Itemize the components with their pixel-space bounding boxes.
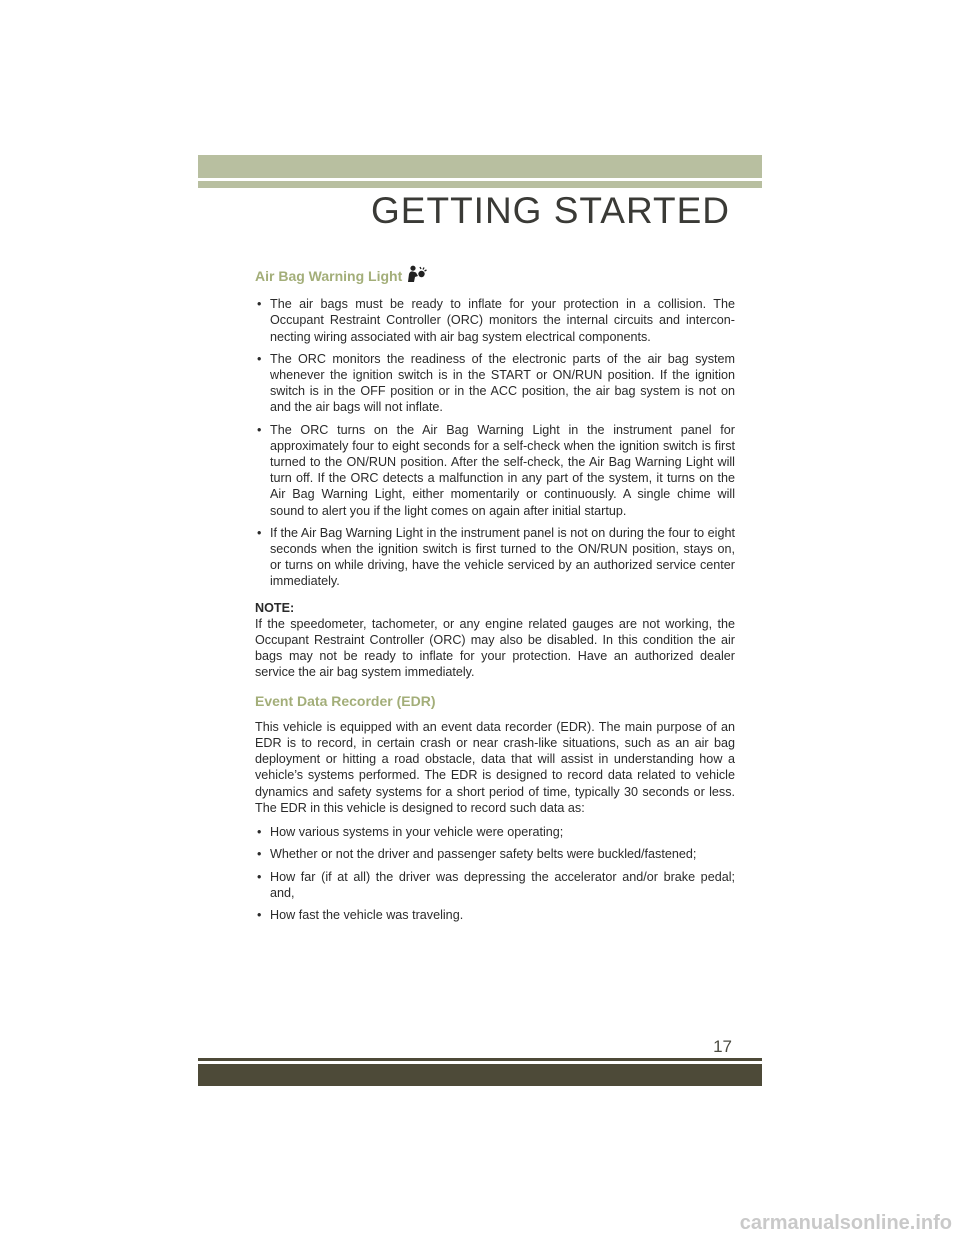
edr-heading: Event Data Recorder (EDR) [255, 692, 436, 709]
page-content [255, 265, 735, 929]
list-item: • How far (if at all) the driver was depressing the accelerator and/or brake pedal; and, [257, 869, 735, 900]
airbag-bullet-list [255, 296, 735, 589]
footer-band [198, 1064, 762, 1086]
list-item: • The ORC monitors the readiness of the electronic parts of the air bag system whenever the ignition switch is in the START or ON/RUN position. If the ignition switch is in the OFF position or in the ACC position, the air bag system is not on and the air bags will not inflate. [257, 351, 735, 415]
airbag-heading-text: Air Bag Warning Light [255, 267, 403, 284]
edr-intro: This vehicle is equipped with an event data recorder (EDR). The main purpose of an EDR is to record, in certain crash or near crash-like situations, such as an air bag deployment or hitting a road obstacle, data that will assist in understanding how a vehicle’s systems performed. The EDR is designed to record data related to vehicle dynamics and safety systems for a short period of time, typically 30 seconds or less. The EDR in this vehicle is designed to record such data as: [255, 719, 735, 815]
section-title: GETTING STARTED [371, 190, 730, 231]
list-item: • The ORC turns on the Air Bag Warning Light in the instrument panel for approximately four to eight seconds for a self-check when the ignition switch is first turned to the ON/RUN position. After the self-check, the Air Bag Warning Light will turn off. If the ORC detects a malfunction in any part of the system, it turns on the Air Bag Warning Light, either momentarily or continuously. A single chime will sound to alert you if the light comes on again after initial startup. [257, 422, 735, 518]
header-rule [198, 181, 762, 188]
header-band [198, 155, 762, 178]
footer-rule [198, 1058, 762, 1061]
note-label: NOTE: [255, 600, 295, 615]
edr-bullet-list [255, 824, 735, 923]
list-item: • The air bags must be ready to inflate for your protection in a collision. The Occupant Restraint Controller (ORC) monitors the internal circuits and intercon-necting wiring associated with air bag system electrical components. [257, 297, 735, 344]
watermark: carmanualsonline.info [739, 1212, 952, 1234]
page-number: 17 [713, 1037, 732, 1056]
airbag-warning-icon [406, 265, 428, 286]
airbag-heading [255, 265, 735, 286]
list-item: • If the Air Bag Warning Light in the instrument panel is not on during the four to eight seconds when the ignition switch is first turned to the ON/RUN position, stays on, or turns on while driving, have the vehicle serviced by an authorized service center immediately. [257, 525, 735, 589]
list-item: • How fast the vehicle was traveling. [257, 907, 464, 922]
list-item: • How various systems in your vehicle were operating; [257, 825, 564, 840]
list-item: • Whether or not the driver and passenger safety belts were buckled/fastened; [257, 847, 697, 862]
note-text: If the speedometer, tachometer, or any engine related gauges are not working, the Occupant Restraint Controller (ORC) may also be disabled. In this condition the air bags may not be ready to inflate for your protection. Have an authorized dealer service the air bag system immediately. [255, 616, 735, 680]
